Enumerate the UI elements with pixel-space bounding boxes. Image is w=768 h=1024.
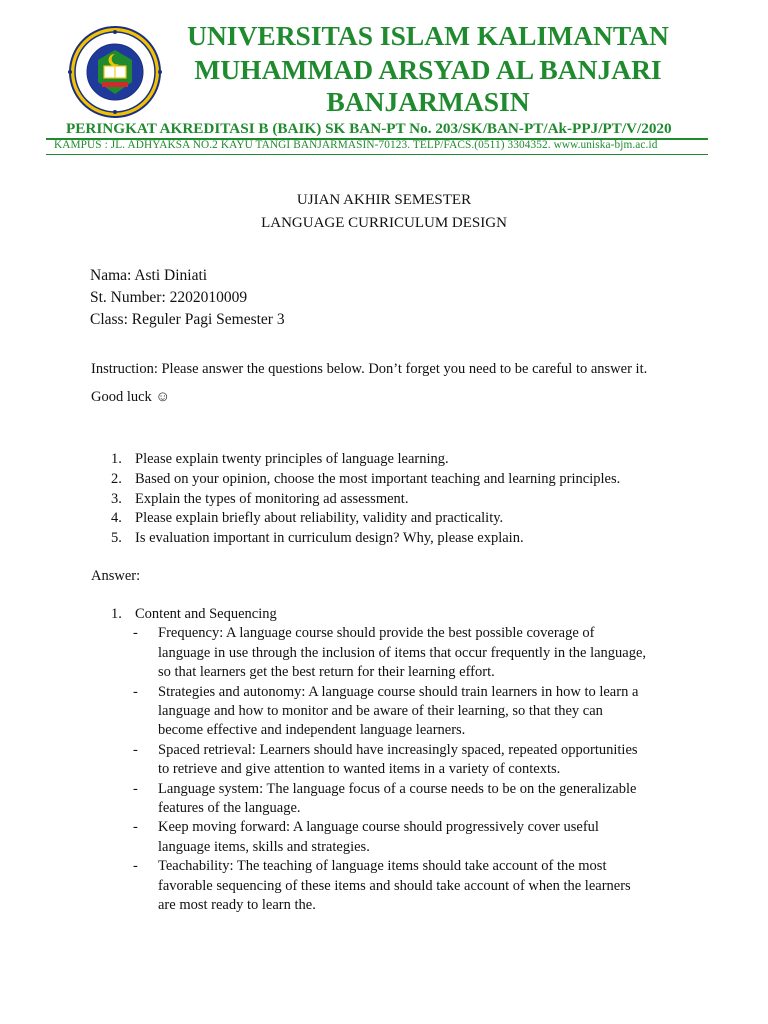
- bullet-dash: -: [133, 741, 138, 758]
- principle-line: Teachability: The teaching of language items should take account of the most: [158, 858, 607, 875]
- principle-item: [0, 683, 646, 741]
- question-number: 3.: [111, 490, 122, 507]
- question-text: Based on your opinion, choose the most important teaching and learning principles.: [135, 470, 621, 487]
- question-text: Explain the types of monitoring ad assessment.: [135, 490, 409, 507]
- section-number: 1.: [111, 606, 122, 622]
- good-luck-text: Good luck ☺: [91, 389, 171, 405]
- principle-line: favorable sequencing of these items and should take account of when the learners: [158, 877, 631, 894]
- exam-title: UJIAN AKHIR SEMESTER: [296, 192, 472, 208]
- principle-line: so that learners get the best return for their learning effort.: [158, 664, 495, 681]
- accreditation-line: PERINGKAT AKREDITASI B (BAIK) SK BAN-PT No. 203/SK/BAN-PT/Ak-PPJ/PT/V/2020: [66, 120, 672, 137]
- principle-item: [0, 780, 646, 819]
- university-name-line-1: UNIVERSITAS ISLAM KALIMANTAN: [187, 20, 669, 51]
- question-text: Please explain twenty principles of language learning.: [135, 451, 449, 467]
- university-name-line-3: BANJARMASIN: [326, 86, 530, 117]
- principle-line: Frequency: A language course should provide the best possible coverage of: [158, 625, 595, 642]
- principle-item: [0, 857, 646, 915]
- section-title-text: Content and Sequencing: [135, 606, 277, 622]
- principle-item: [0, 818, 646, 857]
- student-name: Nama: Asti Diniati: [90, 267, 208, 284]
- question-text: Is evaluation important in curriculum design? Why, please explain.: [135, 530, 524, 547]
- principle-line: become effective and independent language learners.: [158, 722, 466, 739]
- principle-line: Spaced retrieval: Learners should have increasingly spaced, repeated opportunities: [158, 741, 638, 758]
- student-class: Class: Reguler Pagi Semester 3: [90, 311, 285, 328]
- course-title: LANGUAGE CURRICULUM DESIGN: [261, 215, 507, 231]
- question-number: 2.: [111, 470, 122, 487]
- principle-line: features of the language.: [158, 800, 301, 817]
- principle-line: Strategies and autonomy: A language course should train learners in how to learn a: [158, 683, 639, 700]
- principle-item: [0, 624, 646, 682]
- bullet-dash: -: [133, 780, 138, 797]
- bullet-dash: -: [133, 625, 138, 642]
- question-number: 5.: [111, 530, 122, 547]
- answer-label: Answer:: [91, 568, 141, 584]
- question-number: 1.: [111, 451, 122, 467]
- header-divider-bottom: [46, 154, 708, 155]
- bullet-dash: -: [133, 819, 138, 836]
- principle-line: Keep moving forward: A language course should progressively cover useful: [158, 819, 599, 836]
- principle-line: are most ready to learn the.: [158, 897, 316, 914]
- bullet-dash: -: [133, 683, 138, 700]
- principle-line: Language system: The language focus of a course needs to be on the generalizable: [158, 780, 637, 797]
- principle-line: to retrieve and give attention to wanted items in a variety of contexts.: [158, 761, 561, 778]
- principle-line: language in use through the inclusion of items that occur frequently in the language,: [158, 644, 647, 661]
- question-text: Please explain briefly about reliability, validity and practicality.: [135, 510, 504, 527]
- principle-line: language and how to monitor and be aware of their learning, so that they can: [158, 703, 603, 720]
- bullet-dash: -: [133, 858, 138, 875]
- principle-item: [0, 741, 646, 780]
- instruction-text: Instruction: Please answer the questions below. Don’t forget you need to be careful to answer it.: [91, 361, 648, 377]
- campus-address: KAMPUS : JL. ADHYAKSA NO.2 KAYU TANGI BANJARMASIN-70123. TELP/FACS.(0511) 3304352. www.uniska-bjm.ac.id: [54, 139, 658, 151]
- answer-list: [0, 605, 646, 915]
- university-name-line-2: MUHAMMAD ARSYAD AL BANJARI: [194, 54, 662, 85]
- question-number: 4.: [111, 510, 122, 527]
- answer-section-title: [0, 605, 646, 624]
- university-logo: [52, 24, 178, 120]
- principle-line: language items, skills and strategies.: [158, 838, 370, 855]
- student-number: St. Number: 2202010009: [90, 289, 248, 306]
